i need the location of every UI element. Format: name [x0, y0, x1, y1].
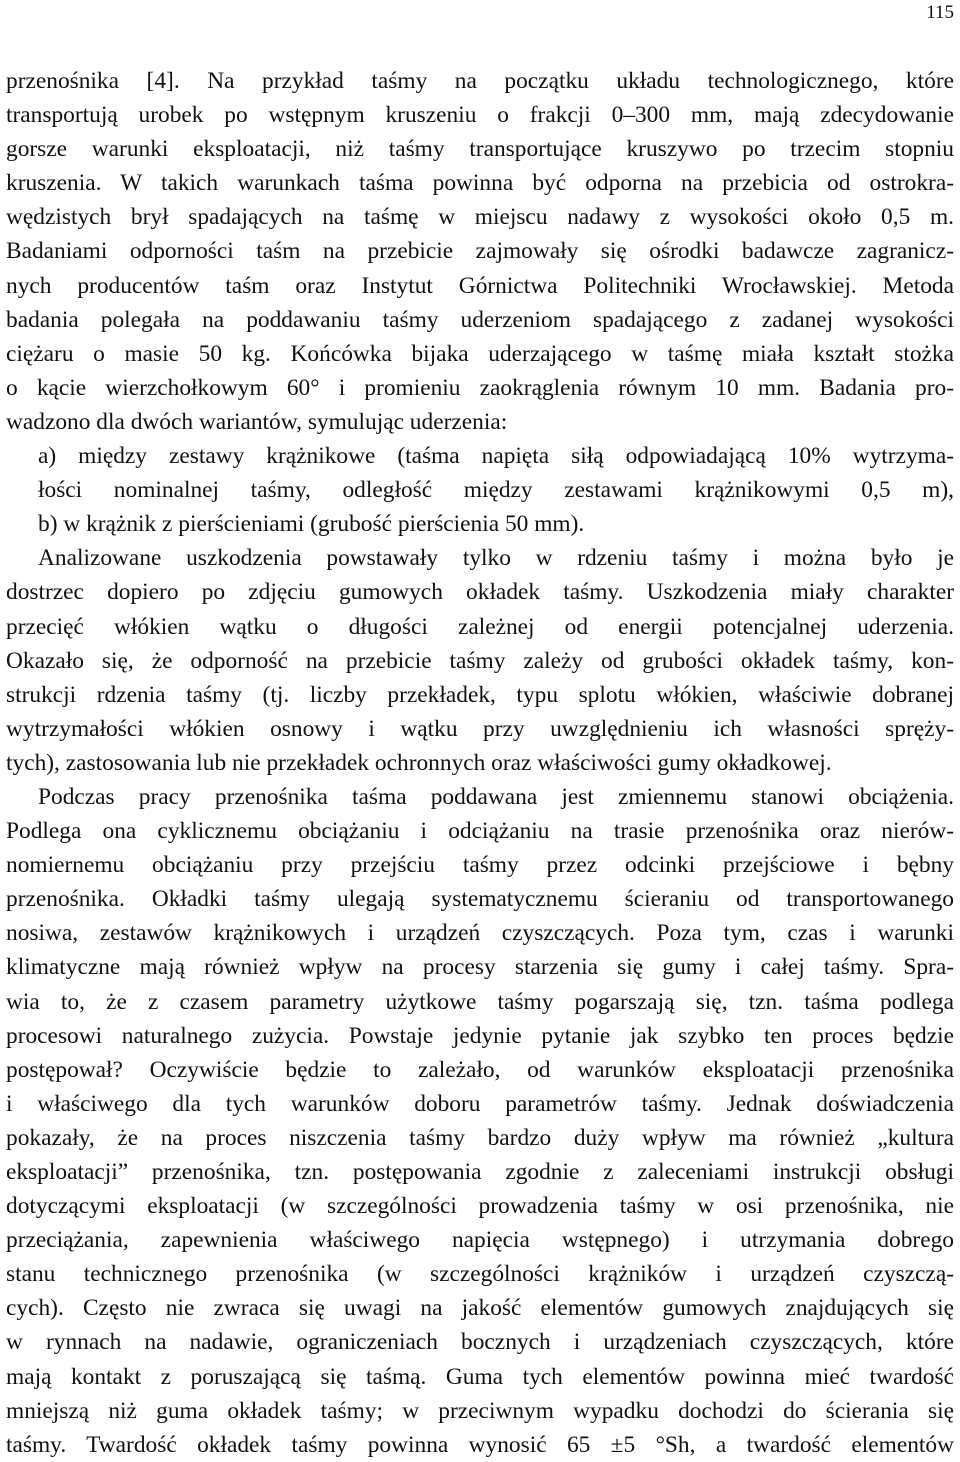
text-line: w rynnach na nadawie, ograniczeniach bocznych i urządzeniach czyszczących, które — [6, 1329, 954, 1356]
text-line: wia to, że z czasem parametry użytkowe taśmy pogarszają się, tzn. taśma podlega — [6, 988, 954, 1015]
text-line: stanu technicznego przenośnika (w szczególności krążników i urządzeń czyszczą- — [6, 1261, 954, 1288]
text-line: postępował? Oczywiście będzie to zależało, od warunków eksploatacji przenośnika — [6, 1056, 954, 1083]
text-line: b) w krążnik z pierścieniami (grubość pierścienia 50 mm). — [38, 511, 585, 538]
text-line: tych), zastosowania lub nie przekładek ochronnych oraz właściwości gumy okładkowej. — [6, 749, 832, 776]
text-line: Analizowane uszkodzenia powstawały tylko w rdzeniu taśmy i można było je — [38, 545, 954, 572]
text-line: nych producentów taśm oraz Instytut Górnictwa Politechniki Wrocławskiej. Metoda — [6, 272, 954, 299]
text-line: mniejszą niż guma okładek taśmy; w przeciwnym wypadku dochodzi do ścierania się — [6, 1397, 954, 1424]
text-line: Podczas pracy przenośnika taśma poddawana jest zmiennemu stanowi obciążenia. — [38, 783, 954, 810]
text-line: cych). Często nie zwraca się uwagi na jakość elementów gumowych znajdujących się — [6, 1295, 954, 1322]
text-line: gorsze warunki eksploatacji, niż taśmy transportujące kruszywo po trzecim stopniu — [6, 136, 954, 163]
text-line: o kącie wierzchołkowym 60° i promieniu zaokrąglenia równym 10 mm. Badania pro- — [6, 374, 954, 401]
text-line: mają kontakt z poruszającą się taśmą. Guma tych elementów powinna mieć twardość — [6, 1363, 954, 1390]
text-line: nomiernemu obciążaniu przy przejściu taśmy przez odcinki przejściowe i bębny — [6, 852, 954, 879]
text-line: eksploatacji” przenośnika, tzn. postępowania zgodnie z zaleceniami instrukcji obsługi — [6, 1159, 954, 1185]
text-line: procesowi naturalnego zużycia. Powstaje jedynie pytanie jak szybko ten proces będzie — [6, 1022, 954, 1049]
page-number: 115 — [926, 2, 954, 23]
body-text — [6, 64, 954, 1462]
text-line: Podlega ona cyklicznemu obciążaniu i odciążaniu na trasie przenośnika oraz nierów- — [6, 818, 954, 845]
text-line: przecięć włókien wątku o długości zależnej od energii potencjalnej uderzenia. — [6, 613, 954, 640]
text-line: ciężaru o masie 50 kg. Końcówka bijaka uderzającego w taśmę miała kształt stożka — [6, 340, 954, 367]
text-line: klimatyczne mają również wpływ na procesy starzenia się gumy i całej taśmy. Spra- — [6, 954, 954, 981]
text-line: przenośnika [4]. Na przykład taśmy na początku układu technologicznego, które — [6, 68, 954, 94]
text-line: przenośnika. Okładki taśmy ulegają systematycznemu ścieraniu od transportowanego — [6, 886, 954, 913]
text-line: transportują urobek po wstępnym kruszeniu o frakcji 0–300 mm, mają zdecydowanie — [6, 102, 954, 129]
text-line: taśmy. Twardość okładek taśmy powinna wynosić 65 ±5 °Sh, a twardość elementów — [6, 1431, 954, 1458]
text-line: dotyczącymi eksploatacji (w szczególności prowadzenia taśmy w osi przenośnika, nie — [6, 1193, 954, 1220]
text-line: łości nominalnej taśmy, odległość między zestawami krążnikowymi 0,5 m), — [38, 477, 954, 504]
text-line: badania polegała na poddawaniu taśmy uderzeniom spadającego z zadanej wysokości — [6, 306, 954, 333]
text-line: pokazały, że na proces niszczenia taśmy bardzo duży wpływ ma również „kultura — [6, 1124, 954, 1151]
text-line: wytrzymałości włókien osnowy i wątku przy uwzględnieniu ich własności spręży- — [6, 715, 954, 742]
text-line: nosiwa, zestawów krążnikowych i urządzeń czyszczących. Poza tym, czas i warunki — [6, 920, 954, 947]
text-line: strukcji rdzenia taśmy (tj. liczby przekładek, typu splotu włókien, właściwie dobranej — [6, 681, 954, 708]
text-line: wadzono dla dwóch wariantów, symulując uderzenia: — [6, 408, 508, 435]
text-line: przeciążania, zapewnienia właściwego napięcia wstępnego) i utrzymania dobrego — [6, 1227, 954, 1254]
text-line: dostrzec dopiero po zdjęciu gumowych okładek taśmy. Uszkodzenia miały charakter — [6, 579, 954, 606]
text-line: i właściwego dla tych warunków doboru parametrów taśmy. Jednak doświadczenia — [6, 1090, 954, 1117]
text-line: Okazało się, że odporność na przebicie taśmy zależy od grubości okładek taśmy, kon- — [6, 647, 954, 674]
text-line: wędzistych brył spadających na taśmę w miejscu nadawy z wysokości około 0,5 m. — [6, 204, 954, 231]
text-line: Badaniami odporności taśm na przebicie zajmowały się ośrodki badawcze zagranicz- — [6, 238, 954, 265]
text-line: a) między zestawy krążnikowe (taśma napięta siłą odpowiadającą 10% wytrzyma- — [38, 443, 954, 470]
text-line: kruszenia. W takich warunkach taśma powinna być odporna na przebicia od ostrokra- — [6, 170, 954, 197]
